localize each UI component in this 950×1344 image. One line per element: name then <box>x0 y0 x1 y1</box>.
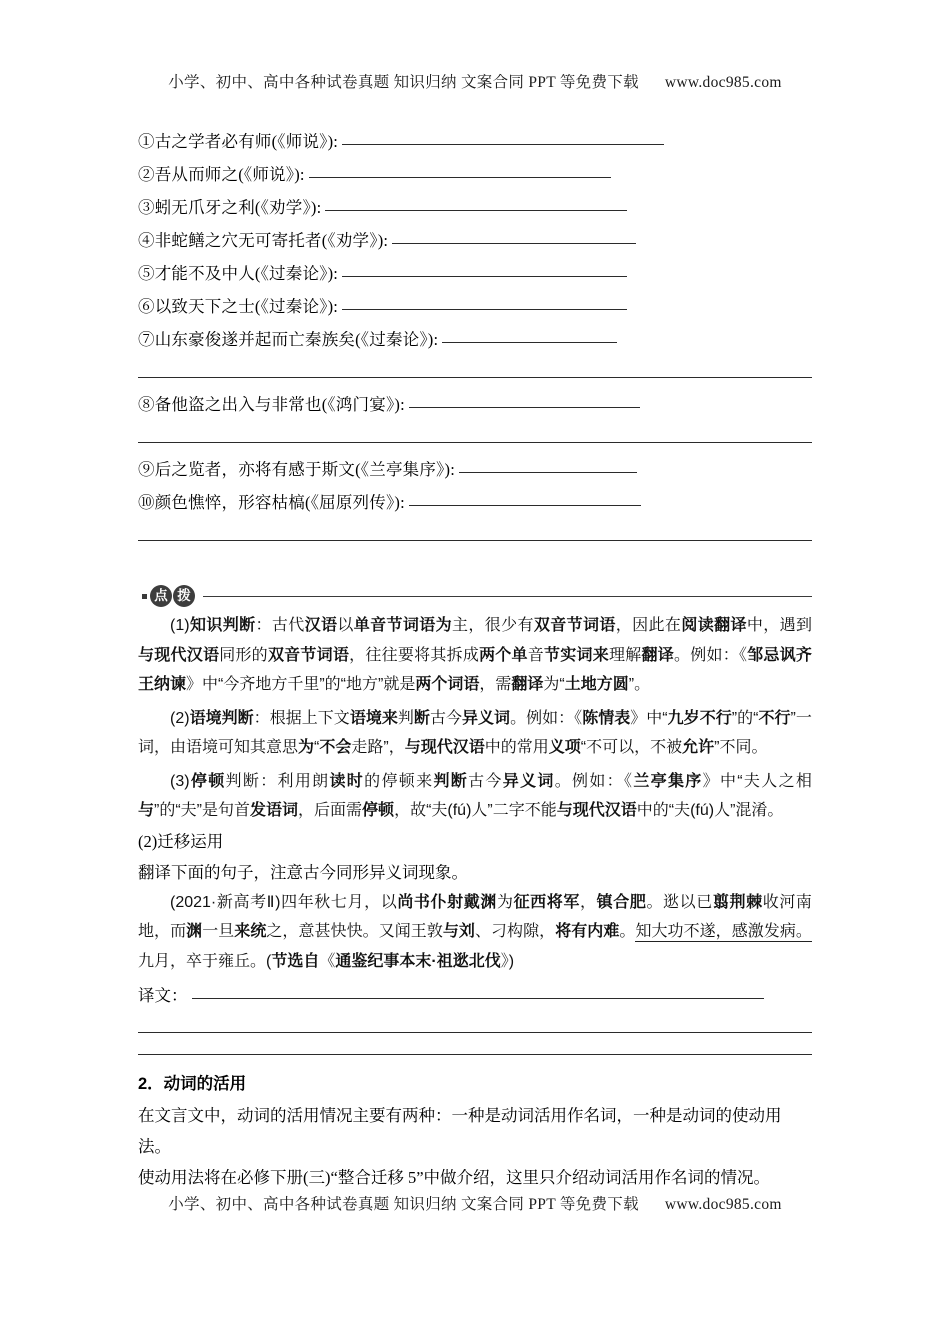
tip-text-run: 》中“ <box>630 709 668 727</box>
exercise-text: 才能不及中人(《过秦论》): <box>154 264 339 283</box>
exercise-answer-blank[interactable] <box>342 131 664 145</box>
tip-text-run: ”。 <box>628 676 651 693</box>
dianbo-badge-char-2: 拨 <box>173 585 195 607</box>
header-site-url: www.doc985.com <box>664 74 782 91</box>
tip-text-run: 发语词 <box>250 802 299 819</box>
excerpt-text-run: 知大功不遂，感激发病。 <box>635 923 812 940</box>
tip-text-run: 走路”， <box>351 739 405 756</box>
tip-text-run: 异义词 <box>462 709 511 727</box>
tip-text-run: 》中“今齐地方千里”的“地方”就是 <box>186 676 416 693</box>
exercise-marker: ⑥ <box>138 297 155 316</box>
tip-text-run: 。例如：《 <box>554 772 634 790</box>
excerpt-text-run: 将有内难 <box>555 923 620 940</box>
tip-text-run: 的停顿来 <box>364 772 434 790</box>
exercise-answer-blank[interactable] <box>442 329 617 343</box>
tip-1 <box>138 611 812 700</box>
exercise-marker: ① <box>138 132 155 151</box>
tip-text-run: 陈情表 <box>582 709 631 727</box>
exercise-answer-continuation-line[interactable] <box>138 540 812 541</box>
tip-text-run: ，后面需 <box>298 802 363 819</box>
exercise-marker: ⑤ <box>138 264 155 283</box>
exercise-answer-blank[interactable] <box>342 263 627 277</box>
excerpt-text-run: 征西将军 <box>513 893 581 911</box>
translation-answer-row <box>138 980 812 1011</box>
exercise-marker: ⑦ <box>138 330 155 349</box>
translation-answer-blank[interactable] <box>192 985 764 999</box>
tip-text-run: 义项 <box>548 739 581 756</box>
translation-answer-line-3[interactable] <box>138 1054 812 1055</box>
tip-text-run: 兰亭集序 <box>633 772 703 790</box>
section2-line-1: 在文言文中，动词的活用情况主要有两种：一种是动词活用作名词，一种是动词的使动用法。 <box>138 1106 782 1156</box>
tip-text-run: 邹忌讽齐王纳谏 <box>138 646 812 693</box>
tip-text-run: “ <box>314 739 320 756</box>
tip-text-run: 同形的 <box>219 646 268 664</box>
tip-text-run: 为“ <box>543 676 565 693</box>
excerpt-text-run: 尚书仆射戴渊 <box>397 893 497 911</box>
tip-text-run: 单音节词语为 <box>353 617 453 634</box>
tip-text-run: 翻译 <box>641 646 674 664</box>
tip-text-run: 理解 <box>609 646 642 664</box>
tip-text-run: 判断 <box>433 772 469 790</box>
exercise-list <box>138 125 812 541</box>
tip-text-run: 与现代汉语 <box>556 802 637 819</box>
tip-text-run: 》中“夫人之相 <box>702 772 812 790</box>
exercise-answer-blank[interactable] <box>409 492 641 506</box>
exercise-answer-continuation-line[interactable] <box>138 377 812 378</box>
exercise-item <box>138 388 812 421</box>
tip-text-run: 停顿 <box>189 772 226 790</box>
exercise-text: 非蛇鳝之穴无可寄托者(《劝学》): <box>154 231 389 250</box>
exercise-marker: ④ <box>138 231 155 250</box>
tip-text-run: (2) <box>170 709 190 727</box>
tip-text-run: 节实词来 <box>544 646 610 664</box>
tip-text-run: ，需 <box>479 676 512 693</box>
exercise-marker: ⑧ <box>138 395 155 414</box>
tip-text-run: 双音节词语 <box>533 617 616 634</box>
exercise-text: 颜色憔悴，形容枯槁(《屈原列传》): <box>154 493 405 512</box>
excerpt-text-run: 》) <box>500 952 515 970</box>
tip-text-run: 允许 <box>682 739 715 756</box>
tip-text-run: 断 <box>413 709 430 727</box>
tip-text-run: 土地方圆 <box>564 676 629 693</box>
excerpt-text-run: 翦荆棘 <box>712 893 763 911</box>
excerpt-text-run: 、刁构隙， <box>474 923 556 940</box>
footer-promo-text: 小学、初中、高中各种试卷真题 知识归纳 文案合同 PPT 等免费下载 <box>168 1196 639 1213</box>
exercise-text: 备他盗之出入与非常也(《鸿门宴》): <box>154 395 405 414</box>
exercise-marker: ⑩ <box>138 493 155 512</box>
dianbo-heading <box>142 585 812 607</box>
exercise-text: 古之学者必有师(《师说》): <box>154 132 339 151</box>
exercise-item <box>138 323 812 356</box>
exercise-answer-blank[interactable] <box>392 230 636 244</box>
tip-text-run: 语境来 <box>349 709 398 727</box>
tip-text-run: 两个单 <box>479 646 528 664</box>
exercise-item <box>138 158 812 191</box>
tip-text-run: 汉语 <box>304 617 338 634</box>
excerpt-text-run: 节选自 <box>271 952 320 970</box>
exercise-text: 蚓无爪牙之利(《劝学》): <box>154 198 322 217</box>
tip-text-run: 主，很少有 <box>452 617 534 634</box>
tip-text-run: 为 <box>298 739 315 756</box>
exercise-item <box>138 453 812 486</box>
exercise-text: 以致天下之士(《过秦论》): <box>154 297 339 316</box>
tip-text-run: ，往往要将其拆成 <box>349 646 480 664</box>
footer-site-url: www.doc985.com <box>664 1196 782 1213</box>
excerpt-text-run: 。 <box>619 923 636 940</box>
tip-text-run: ，故“夫(fú)人”二字不能 <box>394 802 557 819</box>
translation-answer-line-2[interactable] <box>138 1032 812 1033</box>
section2-title: 2．动词的活用 <box>138 1075 247 1093</box>
tip-text-run: ：利用朗 <box>260 772 330 790</box>
tip-text-run: 音 <box>527 646 545 664</box>
tip-text-run: ”的“ <box>731 709 759 727</box>
exercise-marker: ⑨ <box>138 460 155 479</box>
tips-container <box>138 611 812 826</box>
exercise-item <box>138 486 812 519</box>
tip-text-run: 与现代汉语 <box>138 646 220 664</box>
excerpt-text-run: 之，意甚快快。又闻王敦 <box>266 923 443 940</box>
tip-text-run: ，因此在 <box>615 617 682 634</box>
tip-text-run: 九岁不行 <box>667 709 732 727</box>
excerpt-text-run: (2021·新高考Ⅱ)四年秋七月，以 <box>170 893 398 911</box>
excerpt-text-run: 通鉴纪事本末·祖逖北伐 <box>335 952 501 970</box>
tip-text-run: ：根据上下文 <box>253 709 350 727</box>
exercise-answer-blank[interactable] <box>459 459 637 473</box>
exercise-answer-blank[interactable] <box>309 164 611 178</box>
tip-text-run: ”一词，由语境可知其意思 <box>138 709 812 756</box>
page-content <box>138 125 812 1193</box>
excerpt-text-run: 为 <box>496 893 514 911</box>
tip-text-run: 语境判断 <box>189 709 254 727</box>
tip-text-run: 读时 <box>329 772 365 790</box>
tip-text-run: 异义词 <box>502 772 555 790</box>
tip-text-run: 。例如：《 <box>673 646 748 664</box>
tip-text-run: 不行 <box>758 709 791 727</box>
excerpt-text-run: 一旦 <box>202 923 235 940</box>
tip-text-run: 不会 <box>319 739 352 756</box>
exercise-answer-blank[interactable] <box>325 197 627 211</box>
dianbo-rule-line <box>203 596 812 597</box>
tip-text-run: 翻译 <box>511 676 544 693</box>
tip-text-run: (1) <box>170 617 190 634</box>
excerpt-text-run: 《 <box>319 952 336 970</box>
tip-text-run: 。例如：《 <box>510 709 583 727</box>
exercise-item <box>138 125 812 158</box>
tip-text-run: ”的“夫”是句首 <box>154 802 251 819</box>
tip-text-run: “不可以，不被 <box>580 739 683 756</box>
excerpt-text-run: 九月，卒于雍丘。( <box>138 952 272 970</box>
excerpt-text-run: 来统 <box>234 923 267 940</box>
exercise-text: 吾从而师之(《师说》): <box>154 165 305 184</box>
exercise-text: 后之览者，亦将有感于斯文(《兰亭集序》): <box>154 460 455 479</box>
exam-excerpt-passage <box>138 888 812 977</box>
header-promo-text: 小学、初中、高中各种试卷真题 知识归纳 文案合同 PPT 等免费下载 <box>168 74 639 91</box>
tip-text-run: 双音节词语 <box>267 646 350 664</box>
exercise-item <box>138 290 812 323</box>
tip-3 <box>138 767 812 826</box>
excerpt-text-run: 渊 <box>186 923 203 940</box>
exercise-marker: ② <box>138 165 155 184</box>
tip-text-run: 判断 <box>225 772 261 790</box>
excerpt-text-run: 收河南地，而 <box>138 893 812 940</box>
exercise-item <box>138 257 812 290</box>
tip-text-run: 与 <box>138 802 155 819</box>
tip-text-run: 以 <box>337 617 354 634</box>
exercise-item <box>138 191 812 224</box>
tip-text-run: 阅读翻译 <box>681 617 747 634</box>
excerpt-text-run: 。逖以已 <box>646 893 713 911</box>
excerpt-text-run: 镇合肥 <box>596 893 647 911</box>
exercise-answer-continuation-line[interactable] <box>138 442 812 443</box>
tip-text-run: 中，遇到 <box>746 617 812 634</box>
header-banner <box>0 70 950 92</box>
exercise-answer-blank[interactable] <box>342 296 627 310</box>
tip-text-run: (3) <box>170 772 190 790</box>
dianbo-badge-char-1: 点 <box>150 585 172 607</box>
tip-text-run: 知识判断 <box>189 617 256 634</box>
exercise-marker: ③ <box>138 198 155 217</box>
tip-text-run: 与现代汉语 <box>404 739 485 756</box>
tip-text-run: ”不同。 <box>714 739 768 756</box>
tip-text-run: ：古代 <box>255 617 305 634</box>
square-bullet-icon <box>142 594 147 599</box>
exercise-text: 山东豪俊遂并起而亡秦族矣(《过秦论》): <box>154 330 439 349</box>
translation-label: 译文： <box>138 986 188 1005</box>
exercise-answer-blank[interactable] <box>409 394 640 408</box>
excerpt-text-run: 与刘 <box>442 923 475 940</box>
tip-text-run: 停顿 <box>362 802 395 819</box>
tip-2 <box>138 704 812 763</box>
transfer-heading: (2)迁移运用 <box>138 831 224 851</box>
excerpt-text-run: ， <box>580 893 597 911</box>
tip-text-run: 中的常用 <box>484 739 549 756</box>
transfer-instruction: 翻译下面的句子，注意古今同形异义词现象。 <box>138 862 468 882</box>
tip-text-run: 两个词语 <box>415 676 480 693</box>
section2-line-2: 使动用法将在必修下册(三)“整合迁移 5”中做介绍，这里只介绍动词活用作名词的情况。 <box>138 1168 771 1187</box>
exercise-item <box>138 224 812 257</box>
footer-banner <box>0 1192 950 1214</box>
tip-text-run: 中的“夫(fú)人”混淆。 <box>636 802 784 819</box>
tip-text-run: 古今 <box>429 709 462 727</box>
tip-text-run: 判 <box>397 709 414 727</box>
tip-text-run: 古今 <box>468 772 503 790</box>
